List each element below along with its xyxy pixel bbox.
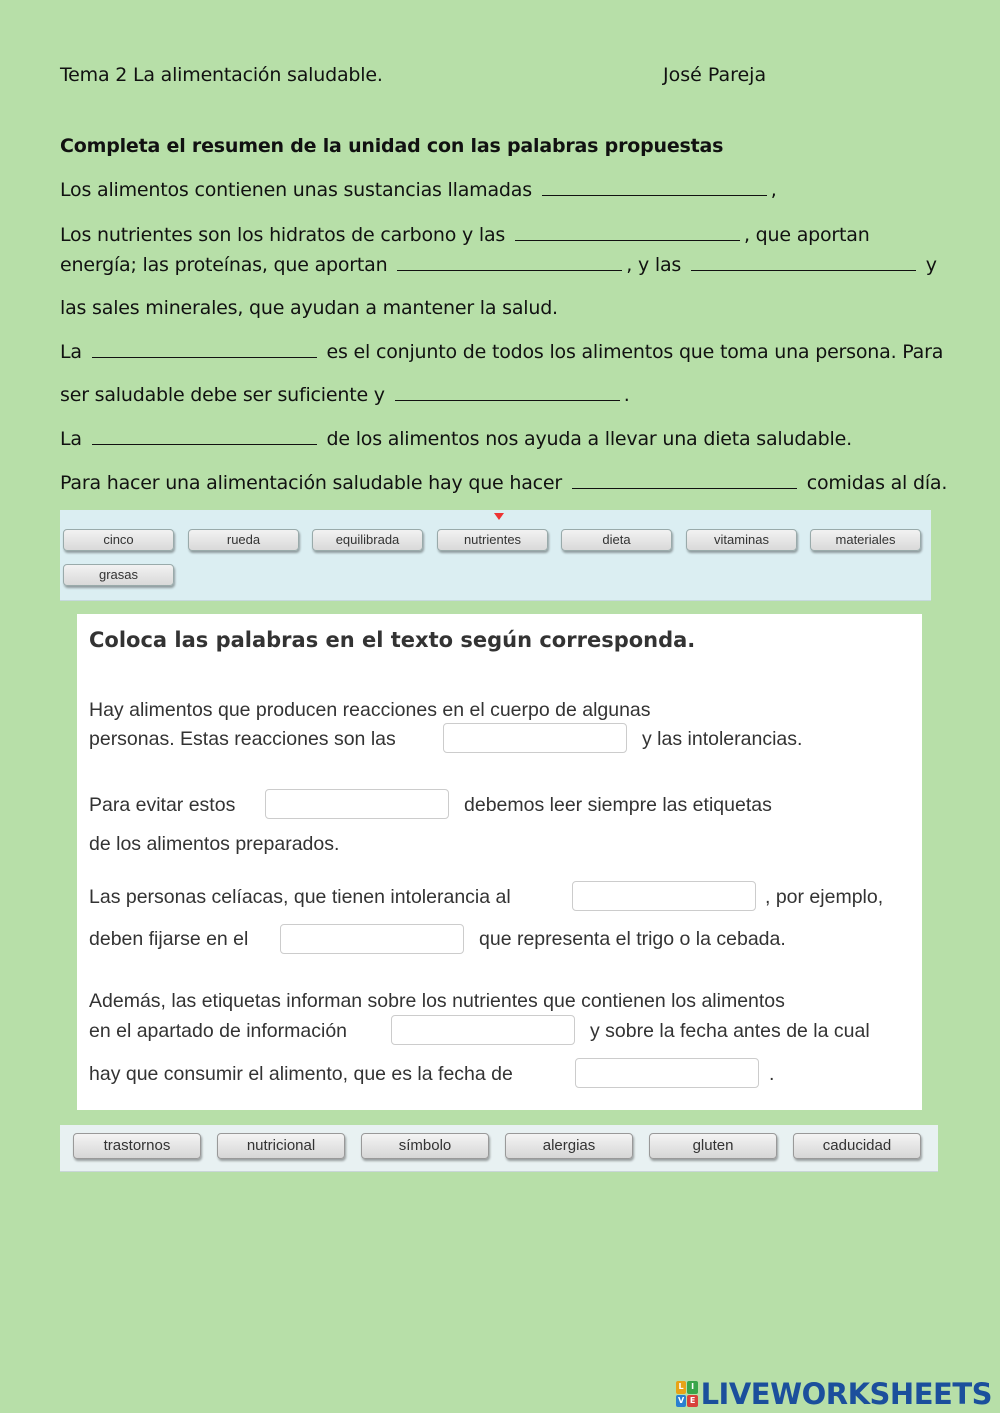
text-segment: ser saludable debe ser suficiente y <box>60 384 385 406</box>
word-chip-grasas[interactable]: grasas <box>63 564 174 586</box>
drop-indicator-arrow-icon <box>494 513 504 520</box>
text-segment: Los nutrientes son los hidratos de carbono y las <box>60 224 506 246</box>
text-segment: Para hacer una alimentación saludable hay que hacer <box>60 472 563 494</box>
exercise2-text: y las intolerancias. <box>642 728 803 750</box>
word-chip-materiales[interactable]: materiales <box>810 529 921 551</box>
word-chip-gluten[interactable]: gluten <box>649 1133 777 1159</box>
exercise2-text: , por ejemplo, <box>765 886 884 908</box>
text-segment: , <box>770 179 777 201</box>
exercise2-text: y sobre la fecha antes de la cual <box>590 1020 870 1042</box>
worksheet-title: Tema 2 La alimentación saludable. <box>60 64 383 86</box>
exercise2-text: en el apartado de información <box>89 1020 348 1042</box>
text-segment: de los alimentos nos ayuda a llevar una dieta saludable. <box>326 428 852 450</box>
blank-field-6[interactable] <box>395 382 620 401</box>
liveworksheets-logo-icon <box>676 1381 698 1407</box>
word-chip-nutricional[interactable]: nutricional <box>217 1133 345 1159</box>
word-chip-alergias[interactable]: alergias <box>505 1133 633 1159</box>
exercise2-text: debemos leer siempre las etiquetas <box>464 794 772 816</box>
exercise2-heading: Coloca las palabras en el texto según corresponda. <box>89 628 696 652</box>
word-chip-rueda[interactable]: rueda <box>188 529 299 551</box>
exercise2-panel <box>77 614 922 1110</box>
text-segment: comidas al día. <box>806 472 948 494</box>
text-segment: , que aportan <box>743 224 870 246</box>
answer-input-2[interactable] <box>265 789 449 819</box>
exercise2-text: de los alimentos preparados. <box>89 833 340 855</box>
word-bank-1 <box>60 510 931 601</box>
word-chip-caducidad[interactable]: caducidad <box>793 1133 921 1159</box>
text-segment: , y las <box>626 254 682 276</box>
text-segment: energía; las proteínas, que aportan <box>60 254 388 276</box>
text-segment: La <box>60 428 82 450</box>
exercise1-line-3 <box>60 252 937 278</box>
blank-field-3[interactable] <box>397 252 622 271</box>
exercise1-line-8 <box>60 470 947 496</box>
blank-field-1[interactable] <box>542 177 767 196</box>
logo-text: LIVEWORKSHEETS <box>700 1377 992 1411</box>
word-chip-nutrientes[interactable]: nutrientes <box>437 529 548 551</box>
answer-input-6[interactable] <box>575 1058 759 1088</box>
text-segment: es el conjunto de todos los alimentos que toma una persona. Para <box>326 341 944 363</box>
exercise1-line-7 <box>60 426 852 452</box>
text-segment: . <box>623 384 630 406</box>
blank-field-5[interactable] <box>92 339 317 358</box>
exercise2-text: Para evitar estos <box>89 794 236 816</box>
blank-field-7[interactable] <box>92 426 317 445</box>
word-bank-2 <box>60 1125 938 1172</box>
logo-letter: E <box>687 1395 698 1408</box>
liveworksheets-logo[interactable] <box>676 1377 992 1411</box>
logo-letter: V <box>676 1395 687 1408</box>
exercise2-text: deben fijarse en el <box>89 928 249 950</box>
text-segment: y <box>925 254 937 276</box>
logo-letter: I <box>687 1381 698 1394</box>
exercise2-text: Hay alimentos que producen reacciones en el cuerpo de algunas <box>89 699 651 721</box>
exercise2-text: hay que consumir el alimento, que es la fecha de <box>89 1063 513 1085</box>
answer-input-3[interactable] <box>572 881 756 911</box>
blank-field-4[interactable] <box>691 252 916 271</box>
blank-field-2[interactable] <box>515 222 740 241</box>
answer-input-1[interactable] <box>443 723 627 753</box>
answer-input-4[interactable] <box>280 924 464 954</box>
exercise1-line-1 <box>60 177 777 203</box>
exercise1-line-4: las sales minerales, que ayudan a mantener la salud. <box>60 297 558 319</box>
word-chip-simbolo[interactable]: símbolo <box>361 1133 489 1159</box>
blank-field-8[interactable] <box>572 470 797 489</box>
exercise2-text: personas. Estas reacciones son las <box>89 728 396 750</box>
word-chip-cinco[interactable]: cinco <box>63 529 174 551</box>
text-segment: La <box>60 341 82 363</box>
exercise1-line-2 <box>60 222 870 248</box>
exercise2-text: . <box>769 1063 775 1085</box>
word-chip-dieta[interactable]: dieta <box>561 529 672 551</box>
exercise1-line-6 <box>60 382 630 408</box>
exercise2-text: Las personas celíacas, que tienen intolerancia al <box>89 886 511 908</box>
exercise2-text: Además, las etiquetas informan sobre los nutrientes que contienen los alimentos <box>89 990 785 1012</box>
word-chip-vitaminas[interactable]: vitaminas <box>686 529 797 551</box>
author-name: José Pareja <box>663 64 767 86</box>
logo-letter: L <box>676 1381 687 1394</box>
exercise2-text: que representa el trigo o la cebada. <box>479 928 786 950</box>
word-chip-trastornos[interactable]: trastornos <box>73 1133 201 1159</box>
text-segment: Los alimentos contienen unas sustancias llamadas <box>60 179 532 201</box>
exercise1-instruction: Completa el resumen de la unidad con las palabras propuestas <box>60 135 724 157</box>
word-chip-equilibrada[interactable]: equilibrada <box>312 529 423 551</box>
exercise1-line-5 <box>60 339 943 365</box>
answer-input-5[interactable] <box>391 1015 575 1045</box>
